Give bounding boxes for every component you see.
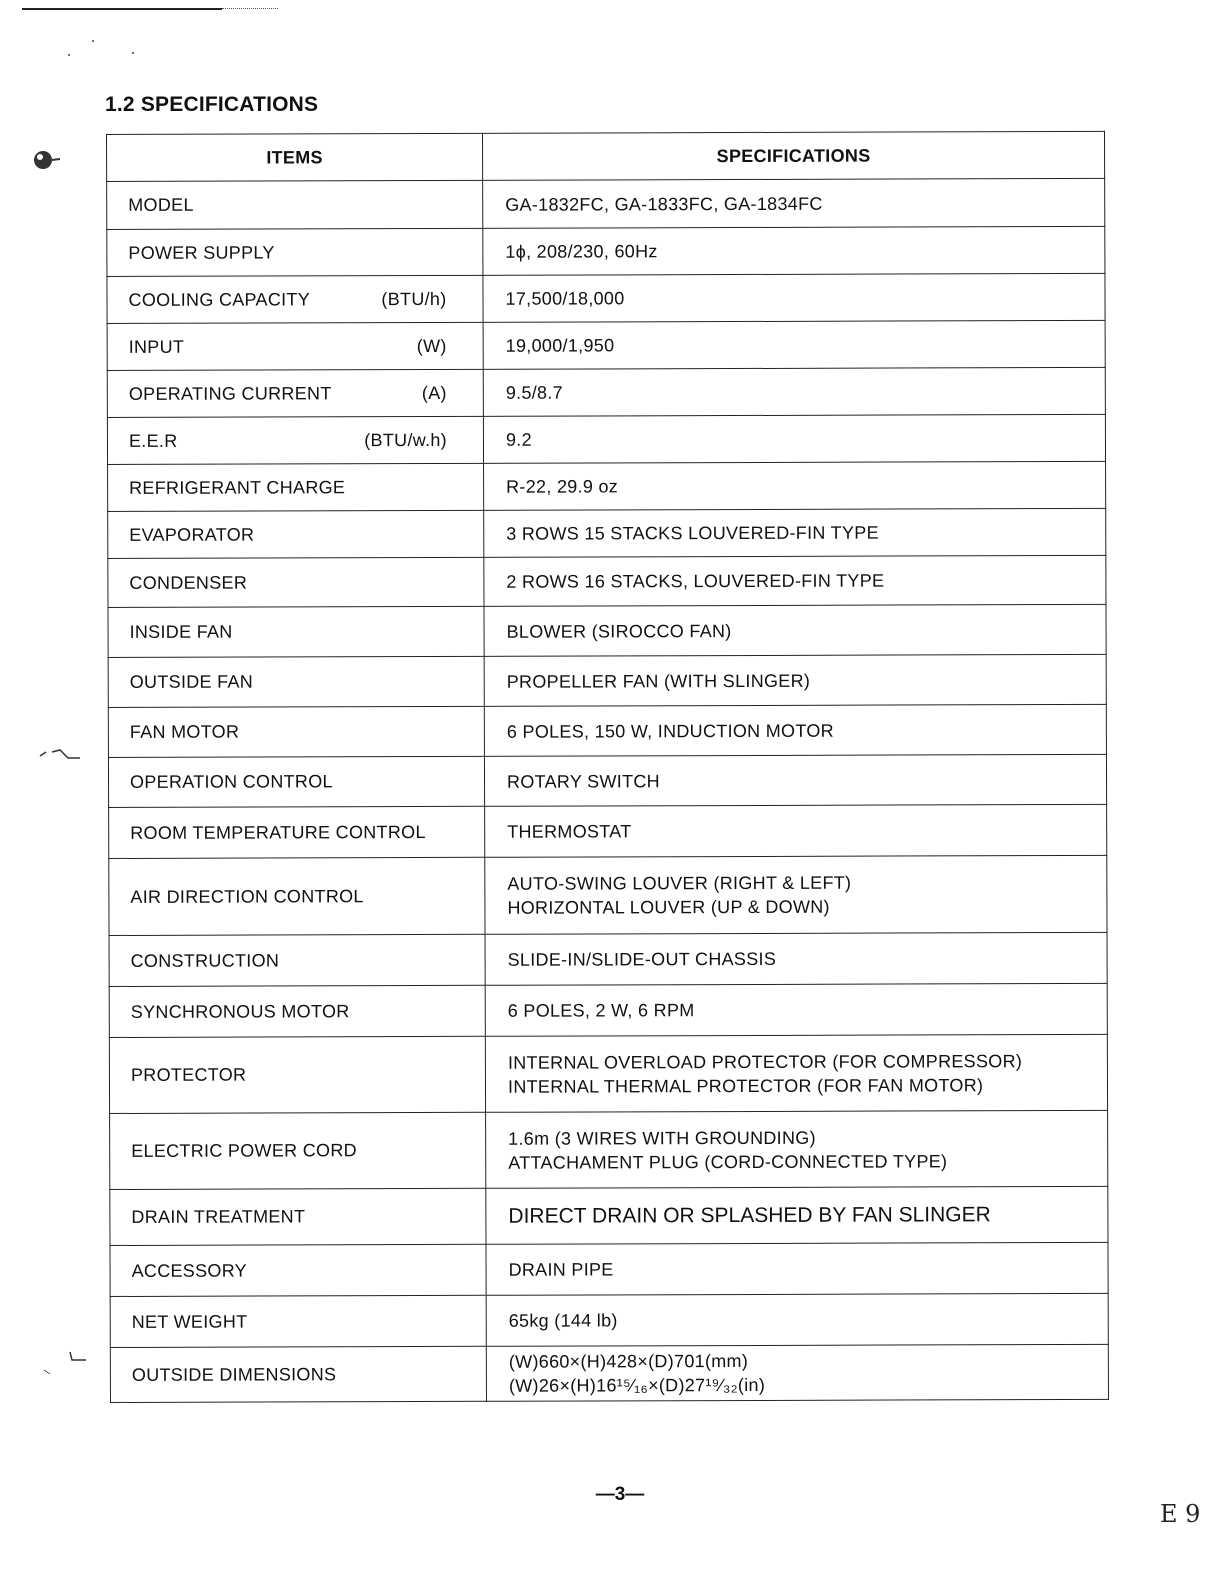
spec-value-line: 3 ROWS 15 STACKS LOUVERED-FIN TYPE — [506, 522, 879, 544]
spec-item-label-group — [129, 382, 483, 404]
table-row — [108, 754, 1106, 807]
spec-value-line: (W)660×(H)428×(D)701(mm) — [508, 1350, 749, 1372]
spec-item-cell — [107, 228, 483, 276]
spec-item-label-group — [130, 771, 484, 793]
spec-value-cell — [483, 367, 1105, 416]
punch-hole-mark — [30, 146, 60, 176]
spec-item-cell — [109, 934, 485, 986]
spec-item-label: ELECTRIC POWER CORD — [131, 1140, 357, 1161]
spec-value-line: 65kg (144 lb) — [508, 1310, 618, 1331]
spec-item-label-group — [129, 523, 483, 545]
spec-value-cell — [485, 855, 1107, 934]
spec-item-label: EVAPORATOR — [129, 524, 255, 545]
table-row — [110, 1344, 1108, 1402]
spec-value-line: 2 ROWS 16 STACKS, LOUVERED-FIN TYPE — [506, 570, 885, 592]
spec-value-line: ATTACHAMENT PLUG (CORD-CONNECTED TYPE) — [508, 1150, 948, 1173]
spec-value-cell — [484, 555, 1106, 606]
spec-value-cell — [484, 704, 1106, 756]
spec-item-label: PROTECTOR — [130, 1064, 247, 1085]
table-row — [107, 273, 1105, 323]
specifications-table — [106, 131, 1109, 1403]
spec-item-label-group — [128, 288, 482, 310]
spec-item-unit: (BTU/h) — [381, 288, 447, 309]
spec-value-line: 19,000/1,950 — [505, 335, 615, 356]
table-row — [107, 178, 1105, 229]
scan-speck — [92, 40, 94, 42]
spec-item-label: OPERATION CONTROL — [130, 771, 333, 792]
spec-item-cell — [110, 1244, 486, 1296]
table-row — [108, 508, 1106, 558]
spec-item-label-group — [129, 571, 483, 593]
spec-item-label: NET WEIGHT — [131, 1311, 248, 1332]
spec-item-label-group — [130, 671, 484, 693]
spec-item-cell — [109, 1036, 485, 1113]
spec-item-label-group — [131, 949, 485, 971]
table-row — [109, 804, 1107, 858]
spec-item-label-group — [129, 476, 483, 498]
spec-item-cell — [109, 806, 485, 858]
spec-item-label: ACCESSORY — [131, 1260, 248, 1281]
spec-item-label: CONSTRUCTION — [130, 949, 280, 971]
spec-value-line: HORIZONTAL LOUVER (UP & DOWN) — [507, 896, 830, 918]
spec-item-cell — [108, 606, 484, 657]
table-row — [108, 604, 1106, 657]
spec-item-cell — [110, 1188, 486, 1245]
table-row — [109, 1034, 1107, 1113]
spec-value-cell — [485, 932, 1107, 985]
table-row — [110, 1110, 1108, 1189]
header-items: ITEMS — [107, 133, 483, 181]
spec-value-line: 9.5/8.7 — [505, 382, 564, 403]
spec-value-cell — [484, 508, 1106, 557]
handwritten-page-note: E 9 — [1160, 1500, 1201, 1528]
spec-value-line: PROPELLER FAN (WITH SLINGER) — [506, 670, 811, 692]
spec-item-label: OUTSIDE FAN — [129, 671, 254, 692]
spec-item-cell — [107, 416, 483, 464]
table-row — [109, 983, 1107, 1037]
spec-value-cell — [483, 414, 1105, 463]
spec-item-cell — [110, 1295, 486, 1347]
spec-value-line: ROTARY SWITCH — [507, 770, 660, 792]
spec-item-cell — [108, 463, 484, 511]
table-row — [107, 414, 1105, 464]
spec-item-label: FAN MOTOR — [129, 721, 240, 742]
table-row — [108, 704, 1106, 757]
spec-item-cell — [109, 985, 485, 1037]
spec-item-label: COOLING CAPACITY — [128, 288, 311, 310]
table-header-row — [107, 131, 1105, 181]
spec-item-label-group — [132, 1259, 486, 1281]
spec-item-label-group — [131, 1000, 485, 1022]
spec-item-label-group — [130, 621, 484, 643]
spec-item-cell — [108, 706, 484, 757]
top-rule — [22, 8, 222, 10]
table-row — [109, 855, 1107, 935]
spec-item-unit: (W) — [416, 335, 447, 356]
spec-item-label-group — [130, 885, 484, 907]
header-specifications: SPECIFICATIONS — [482, 131, 1104, 180]
spec-value-line: SLIDE-IN/SLIDE-OUT CHASSIS — [507, 948, 777, 970]
spec-item-cell — [110, 1346, 486, 1402]
table-row — [109, 932, 1107, 986]
margin-mark — [40, 1350, 88, 1380]
scan-speck — [68, 54, 70, 56]
spec-value-cell — [486, 1293, 1108, 1346]
spec-item-label: E.E.R — [128, 430, 178, 451]
spec-value-cell — [486, 1344, 1108, 1401]
spec-item-cell — [107, 322, 483, 370]
table-row — [110, 1293, 1108, 1347]
spec-item-unit: (BTU/w.h) — [364, 429, 447, 450]
spec-item-label-group — [128, 241, 482, 263]
spec-item-label: OUTSIDE DIMENSIONS — [131, 1363, 337, 1385]
spec-value-cell — [486, 1110, 1108, 1188]
table-row — [107, 367, 1105, 417]
spec-value-cell — [485, 983, 1107, 1036]
spec-value-line: THERMOSTAT — [507, 821, 632, 842]
spec-item-cell — [108, 557, 484, 607]
spec-item-label-group — [130, 821, 484, 843]
spec-item-label: AIR DIRECTION CONTROL — [130, 885, 364, 907]
spec-value-cell — [483, 226, 1105, 275]
spec-value-line: 1.6m (3 WIRES WITH GROUNDING) — [508, 1127, 816, 1149]
spec-value-line: DRAIN PIPE — [508, 1259, 614, 1280]
table-row — [108, 461, 1106, 511]
spec-item-cell — [110, 1112, 486, 1189]
spec-value-line: 6 POLES, 150 W, INDUCTION MOTOR — [506, 720, 834, 742]
spec-value-line: (W)26×(H)16¹⁵⁄₁₆×(D)27¹⁹⁄₃₂(in) — [508, 1374, 766, 1396]
spec-item-cell — [109, 857, 485, 935]
spec-value-cell — [484, 604, 1106, 656]
spec-value-line: R-22, 29.9 oz — [506, 476, 619, 497]
spec-value-cell — [484, 461, 1106, 510]
spec-item-label-group — [131, 1140, 485, 1162]
spec-item-label-group — [128, 194, 482, 216]
spec-value-cell — [486, 1242, 1108, 1295]
spec-value-cell — [483, 273, 1105, 322]
table-row — [108, 654, 1106, 707]
spec-item-label-group — [129, 335, 483, 357]
spec-value-cell — [484, 754, 1106, 806]
spec-value-line: GA-1832FC, GA-1833FC, GA-1834FC — [505, 193, 823, 215]
spec-value-line: 1ϕ, 208/230, 60Hz — [505, 241, 658, 262]
spec-item-label-group — [132, 1363, 486, 1385]
spec-value-line: 17,500/18,000 — [505, 288, 625, 309]
spec-value-line: 6 POLES, 2 W, 6 RPM — [507, 1000, 695, 1021]
spec-item-label: CONDENSER — [129, 572, 248, 593]
spec-item-label-group — [129, 429, 483, 451]
top-rule-dots — [222, 8, 278, 9]
table-row — [107, 320, 1105, 370]
spec-item-cell — [107, 180, 483, 229]
spec-value-line: INTERNAL THERMAL PROTECTOR (FOR FAN MOTOR) — [507, 1074, 984, 1097]
spec-value-cell — [485, 804, 1107, 857]
spec-item-label: SYNCHRONOUS MOTOR — [130, 1000, 350, 1022]
spec-item-label: INPUT — [128, 336, 185, 357]
spec-value-line: AUTO-SWING LOUVER (RIGHT & LEFT) — [507, 872, 852, 894]
spec-item-cell — [107, 369, 483, 417]
spec-item-label: DRAIN TREATMENT — [131, 1206, 306, 1227]
spec-value-line: INTERNAL OVERLOAD PROTECTOR (FOR COMPRESSOR) — [507, 1050, 1023, 1073]
spec-value-line: DIRECT DRAIN OR SPLASHED BY FAN SLINGER — [508, 1202, 991, 1228]
spec-item-cell — [107, 275, 483, 323]
spec-item-label: REFRIGERANT CHARGE — [129, 476, 346, 498]
spec-value-cell — [483, 320, 1105, 369]
specifications-body — [107, 178, 1109, 1402]
spec-item-label: POWER SUPPLY — [128, 241, 275, 263]
spec-item-label-group — [131, 1064, 485, 1086]
table-row — [108, 555, 1106, 607]
spec-value-cell — [485, 1034, 1107, 1112]
table-row — [110, 1242, 1108, 1296]
spec-item-label: ROOM TEMPERATURE CONTROL — [130, 821, 426, 843]
spec-item-unit: (A) — [421, 382, 447, 403]
page-number: —3— — [595, 1484, 645, 1505]
spec-item-label: MODEL — [128, 194, 194, 215]
spec-value-line: 9.2 — [505, 429, 532, 450]
section-title: 1.2 SPECIFICATIONS — [105, 93, 319, 116]
table-row — [107, 226, 1105, 276]
spec-item-label-group — [132, 1310, 486, 1332]
margin-mark — [38, 746, 82, 764]
spec-item-label: OPERATING CURRENT — [128, 382, 332, 404]
spec-value-cell — [486, 1186, 1108, 1244]
table-row — [110, 1186, 1108, 1245]
spec-item-label: INSIDE FAN — [129, 621, 233, 642]
spec-item-label-group — [131, 1206, 485, 1228]
spec-item-label-group — [130, 721, 484, 743]
spec-value-cell — [483, 178, 1105, 228]
spec-item-cell — [108, 510, 484, 558]
spec-value-cell — [484, 654, 1106, 706]
scan-speck — [132, 52, 134, 54]
spec-item-cell — [108, 656, 484, 707]
spec-item-cell — [108, 756, 484, 807]
spec-value-line: BLOWER (SIROCCO FAN) — [506, 620, 732, 642]
